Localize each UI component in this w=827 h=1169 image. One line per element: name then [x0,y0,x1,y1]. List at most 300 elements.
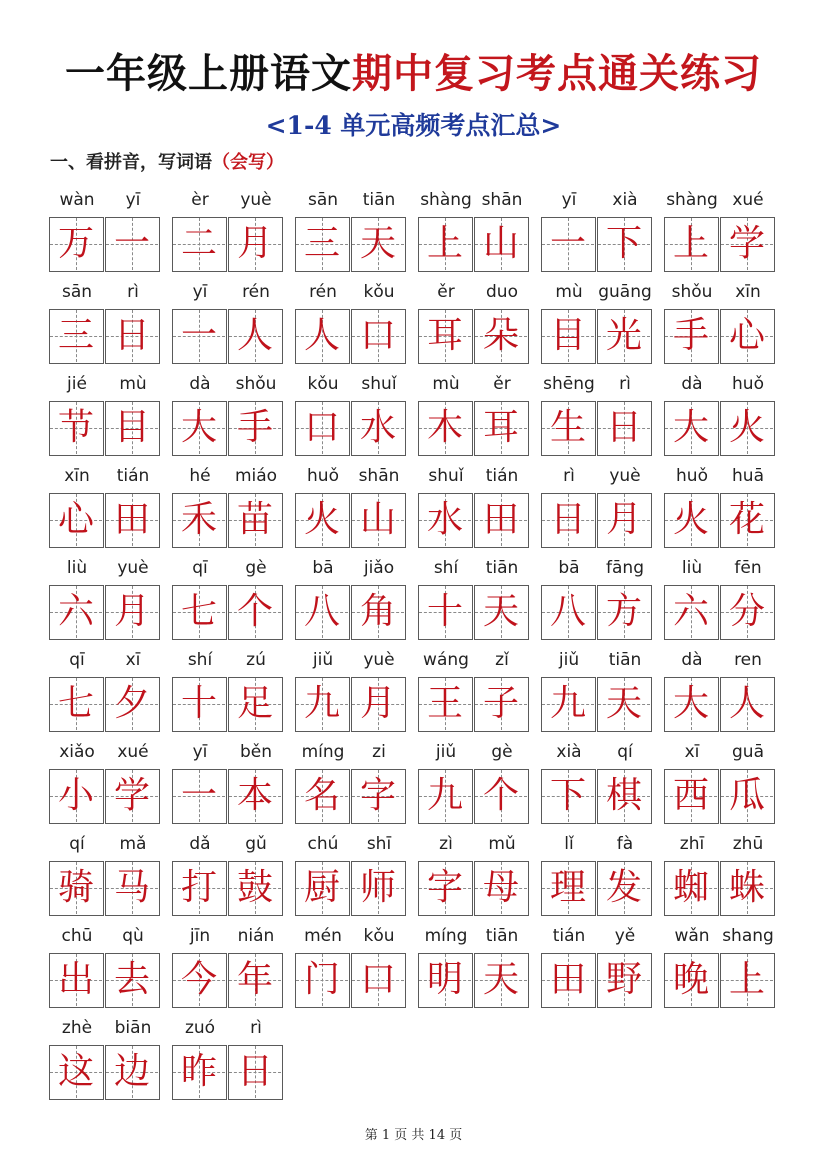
hanzi-character: 西 [672,775,709,816]
hanzi-character: 二 [180,223,217,264]
pinyin-label: tián [116,466,150,486]
section-note: （会写） [212,152,284,173]
tianzige-box [597,401,652,456]
word-item [664,555,776,647]
pinyin-label: míng [424,926,468,946]
tianzige-box [664,309,719,364]
hanzi-character: 大 [672,407,709,448]
hanzi-character: 目 [549,315,586,356]
hanzi-character: 水 [426,499,463,540]
word-item [172,739,284,831]
pinyin-label: běn [239,742,273,762]
pinyin-label: fēn [734,558,762,578]
hanzi-character: 九 [303,683,340,724]
word-item [418,279,530,371]
pinyin-label: dà [681,650,703,670]
hanzi-character: 花 [728,499,765,540]
word-item [541,923,653,1015]
pinyin-label: qí [69,834,85,854]
tianzige-box [541,309,596,364]
tianzige-box [418,217,473,272]
pinyin-label: jiǎo [363,558,395,578]
tianzige-box [664,493,719,548]
word-item [295,463,407,555]
hanzi-character: 字 [359,775,396,816]
word-item [172,371,284,463]
hanzi-character: 发 [605,867,642,908]
pinyin-label: shān [481,190,523,210]
pinyin-label: bā [312,558,334,578]
word-item [172,831,284,923]
pinyin-label: shuǐ [428,466,464,486]
hanzi-character: 口 [303,407,340,448]
pinyin-label: fà [616,834,634,854]
pinyin-label: wǎn [674,926,710,946]
tianzige-box [295,585,350,640]
word-item [295,187,407,279]
tianzige-box [597,585,652,640]
tianzige-box [597,861,652,916]
hanzi-character: 大 [672,683,709,724]
hanzi-character: 年 [236,959,273,1000]
tianzige-box [541,953,596,1008]
hanzi-character: 这 [57,1051,94,1092]
word-item [49,923,161,1015]
hanzi-character: 手 [672,315,709,356]
word-item [295,279,407,371]
pinyin-label: yī [125,190,141,210]
pinyin-label: shǒu [671,282,713,302]
pinyin-label: dà [681,374,703,394]
word-item [295,739,407,831]
pinyin-label: fāng [606,558,644,578]
tianzige-box [418,769,473,824]
pinyin-label: yī [192,282,208,302]
hanzi-character: 七 [180,591,217,632]
pinyin-label: sān [307,190,339,210]
tianzige-box [720,493,775,548]
tianzige-box [418,401,473,456]
hanzi-character: 月 [236,223,273,264]
hanzi-character: 手 [236,407,273,448]
hanzi-character: 八 [549,591,586,632]
pinyin-label: zhī [679,834,705,854]
pinyin-label: ěr [437,282,455,302]
pinyin-label: xià [612,190,638,210]
hanzi-character: 大 [180,407,217,448]
hanzi-character: 马 [113,867,150,908]
tianzige-box [418,585,473,640]
pinyin-label: dǎ [189,834,211,854]
word-item [49,831,161,923]
word-item [541,279,653,371]
pinyin-label: mù [432,374,460,394]
word-item [664,831,776,923]
hanzi-character: 生 [549,407,586,448]
pinyin-label: liù [681,558,703,578]
tianzige-box [228,769,283,824]
pinyin-label: shang [722,926,774,946]
hanzi-character: 去 [113,959,150,1000]
tianzige-box [720,677,775,732]
tianzige-box [664,953,719,1008]
tianzige-box [664,769,719,824]
hanzi-character: 个 [482,775,519,816]
pinyin-label: rì [563,466,575,486]
word-item [418,831,530,923]
tianzige-box [172,861,227,916]
word-item [295,371,407,463]
tianzige-box [541,861,596,916]
hanzi-character: 人 [236,315,273,356]
pinyin-label: tián [485,466,519,486]
hanzi-character: 理 [549,867,586,908]
pinyin-label: kǒu [363,282,395,302]
pinyin-label: xué [732,190,764,210]
tianzige-box [474,677,529,732]
word-item [664,371,776,463]
hanzi-character: 人 [303,315,340,356]
tianzige-box [664,401,719,456]
pinyin-label: xué [117,742,149,762]
word-item [172,187,284,279]
word-item [541,831,653,923]
pinyin-label: zi [372,742,386,762]
pinyin-label: yī [192,742,208,762]
pinyin-label: chú [307,834,339,854]
pinyin-label: zhè [61,1018,93,1038]
tianzige-box [664,677,719,732]
page-subtitle: <1-4 单元高频考点汇总> [265,111,562,140]
tianzige-box [228,401,283,456]
tianzige-box [418,861,473,916]
pinyin-label: wàn [59,190,95,210]
hanzi-character: 火 [303,499,340,540]
word-item [172,555,284,647]
tianzige-box [172,309,227,364]
pinyin-label: kǒu [307,374,339,394]
word-item [295,647,407,739]
word-item [418,187,530,279]
tianzige-box [105,493,160,548]
tianzige-box [597,769,652,824]
word-item [418,647,530,739]
pinyin-label: rì [250,1018,262,1038]
pinyin-label: yī [561,190,577,210]
word-item [295,555,407,647]
pinyin-label: zuó [184,1018,216,1038]
tianzige-box [295,769,350,824]
tianzige-box [49,217,104,272]
tianzige-box [172,677,227,732]
pinyin-label: ren [734,650,762,670]
pinyin-label: biān [114,1018,152,1038]
pinyin-label: hé [189,466,211,486]
pinyin-label: qí [617,742,633,762]
pinyin-label: xīn [64,466,90,486]
hanzi-character: 上 [426,223,463,264]
tianzige-box [228,493,283,548]
word-item [541,187,653,279]
pinyin-label: zú [246,650,266,670]
tianzige-box [664,861,719,916]
hanzi-character: 光 [605,315,642,356]
pinyin-label: dà [189,374,211,394]
tianzige-box [351,769,406,824]
pinyin-label: shān [358,466,400,486]
hanzi-character: 耳 [482,407,519,448]
hanzi-character: 口 [359,959,396,1000]
hanzi-character: 八 [303,591,340,632]
pinyin-label: gè [491,742,513,762]
tianzige-box [541,493,596,548]
hanzi-character: 朵 [482,315,519,356]
pinyin-label: yuè [117,558,149,578]
tianzige-box [105,861,160,916]
hanzi-character: 方 [605,591,642,632]
pinyin-label: míng [301,742,345,762]
pinyin-label: mǔ [488,834,516,854]
word-item [664,923,776,1015]
tianzige-box [720,861,775,916]
hanzi-character: 火 [672,499,709,540]
hanzi-character: 十 [180,683,217,724]
tianzige-box [228,953,283,1008]
word-item [664,463,776,555]
pinyin-label: mù [119,374,147,394]
tianzige-box [172,217,227,272]
hanzi-character: 山 [482,223,519,264]
tianzige-box [720,309,775,364]
pinyin-label: yuè [363,650,395,670]
word-item [664,187,776,279]
pinyin-label: huā [732,466,764,486]
pinyin-label: duo [486,282,518,302]
pinyin-label: guā [732,742,764,762]
pinyin-label: tián [552,926,586,946]
pinyin-label: rén [309,282,337,302]
hanzi-character: 鼓 [236,867,273,908]
hanzi-character: 口 [359,315,396,356]
tianzige-box [720,953,775,1008]
hanzi-character: 十 [426,591,463,632]
tianzige-box [49,953,104,1008]
tianzige-box [541,585,596,640]
word-item [418,923,530,1015]
pinyin-label: huǒ [732,374,764,394]
tianzige-box [597,677,652,732]
hanzi-character: 禾 [180,499,217,540]
tianzige-box [474,585,529,640]
tianzige-box [597,493,652,548]
pinyin-label: xiǎo [59,742,95,762]
tianzige-box [172,953,227,1008]
hanzi-character: 边 [113,1051,150,1092]
hanzi-character: 天 [482,591,519,632]
hanzi-character: 子 [482,683,519,724]
tianzige-box [351,401,406,456]
tianzige-box [474,769,529,824]
pinyin-label: jīn [189,926,211,946]
hanzi-character: 月 [359,683,396,724]
hanzi-character: 字 [426,867,463,908]
pinyin-label: yě [614,926,636,946]
word-item [295,831,407,923]
hanzi-character: 田 [482,499,519,540]
pinyin-label: mù [555,282,583,302]
pinyin-label: liù [66,558,88,578]
hanzi-character: 上 [672,223,709,264]
word-item [418,739,530,831]
tianzige-box [418,493,473,548]
tianzige-box [597,309,652,364]
tianzige-box [351,585,406,640]
pinyin-label: shí [187,650,213,670]
hanzi-character: 夕 [113,683,150,724]
word-item [49,1015,161,1107]
hanzi-character: 三 [57,315,94,356]
word-item [541,555,653,647]
hanzi-character: 心 [57,499,94,540]
pinyin-label: gǔ [245,834,267,854]
hanzi-character: 日 [113,315,150,356]
tianzige-box [105,1045,160,1100]
word-item [541,463,653,555]
word-item [49,555,161,647]
pinyin-label: nián [237,926,275,946]
hanzi-character: 瓜 [728,775,765,816]
hanzi-character: 一 [180,775,217,816]
hanzi-character: 角 [359,591,396,632]
tianzige-box [49,769,104,824]
word-item [664,739,776,831]
pinyin-label: shàng [666,190,718,210]
pinyin-label: yuè [609,466,641,486]
word-item [49,647,161,739]
tianzige-box [474,953,529,1008]
tianzige-box [720,217,775,272]
tianzige-box [49,677,104,732]
tianzige-box [49,401,104,456]
hanzi-character: 门 [303,959,340,1000]
pinyin-label: zǐ [495,650,509,670]
pinyin-label: tiān [608,650,642,670]
tianzige-box [474,217,529,272]
pinyin-label: gè [245,558,267,578]
word-item [49,279,161,371]
hanzi-character: 蜘 [672,867,709,908]
tianzige-box [228,217,283,272]
tianzige-box [49,861,104,916]
tianzige-box [474,309,529,364]
tianzige-box [720,585,775,640]
tianzige-box [49,493,104,548]
hanzi-character: 木 [426,407,463,448]
pinyin-label: rì [619,374,631,394]
tianzige-box [105,769,160,824]
tianzige-box [295,309,350,364]
hanzi-character: 厨 [303,867,340,908]
tianzige-box [105,677,160,732]
hanzi-character: 三 [303,223,340,264]
tianzige-box [418,309,473,364]
word-item [49,463,161,555]
pinyin-label: miáo [234,466,278,486]
tianzige-box [105,217,160,272]
pinyin-label: rì [127,282,139,302]
tianzige-box [105,585,160,640]
tianzige-box [720,769,775,824]
pinyin-label: xīn [735,282,761,302]
word-item [664,647,776,739]
tianzige-box [172,585,227,640]
word-item [172,463,284,555]
tianzige-box [351,309,406,364]
pinyin-label: ěr [493,374,511,394]
word-item [418,555,530,647]
pinyin-label: mǎ [119,834,147,854]
tianzige-box [418,953,473,1008]
hanzi-character: 下 [605,223,642,264]
pinyin-label: qī [192,558,208,578]
hanzi-character: 小 [57,775,94,816]
hanzi-character: 天 [605,683,642,724]
hanzi-character: 打 [180,867,217,908]
hanzi-character: 王 [426,683,463,724]
word-item [541,739,653,831]
tianzige-box [664,217,719,272]
tianzige-box [418,677,473,732]
word-item [49,739,161,831]
tianzige-box [172,769,227,824]
hanzi-character: 山 [359,499,396,540]
hanzi-character: 一 [180,315,217,356]
tianzige-box [295,677,350,732]
hanzi-character: 棋 [605,775,642,816]
pinyin-label: tiān [362,190,396,210]
pinyin-label: zì [439,834,453,854]
tianzige-box [228,585,283,640]
tianzige-box [228,677,283,732]
hanzi-character: 节 [57,407,94,448]
hanzi-character: 一 [113,223,150,264]
hanzi-character: 心 [728,315,765,356]
tianzige-box [105,309,160,364]
tianzige-box [597,953,652,1008]
hanzi-character: 师 [359,867,396,908]
hanzi-character: 苗 [236,499,273,540]
hanzi-character: 田 [113,499,150,540]
pinyin-label: huǒ [307,466,339,486]
hanzi-character: 骑 [57,867,94,908]
hanzi-character: 个 [236,591,273,632]
tianzige-box [474,401,529,456]
tianzige-box [664,585,719,640]
word-item [664,279,776,371]
pinyin-label: lǐ [564,834,574,854]
word-item [49,371,161,463]
tianzige-box [295,953,350,1008]
pinyin-label: yuè [240,190,272,210]
tianzige-box [105,401,160,456]
hanzi-character: 人 [728,683,765,724]
tianzige-box [541,769,596,824]
tianzige-box [541,677,596,732]
tianzige-box [295,217,350,272]
tianzige-box [228,861,283,916]
tianzige-box [49,309,104,364]
pinyin-label: jiǔ [312,650,334,670]
